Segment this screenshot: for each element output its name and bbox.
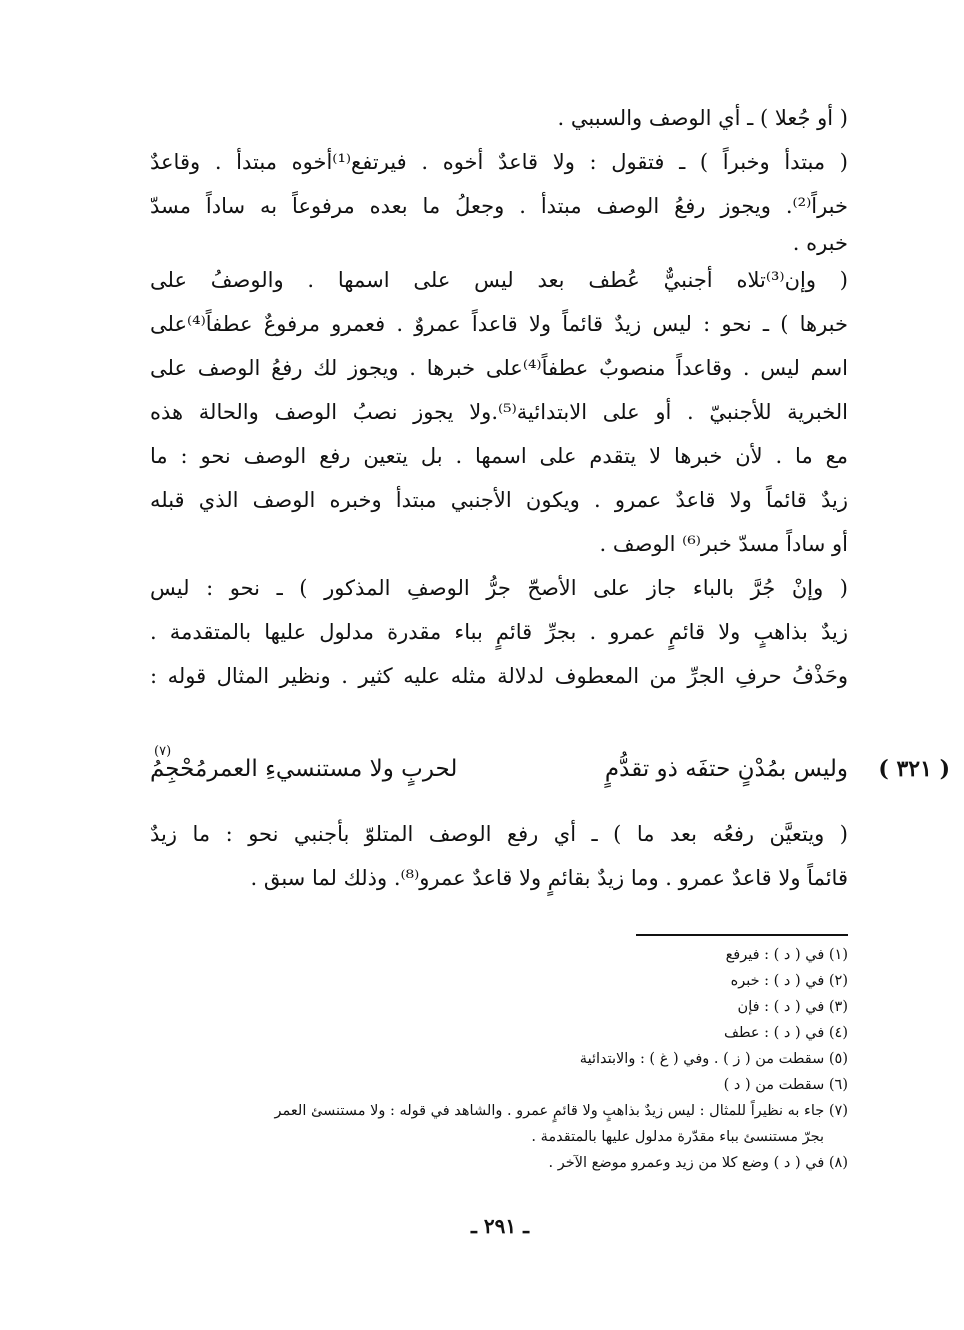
footnote: (٢) في ( د ) : خبره [730,973,848,989]
footnotes [150,942,848,1176]
text-line: ( أو جُعلا ) ـ أي الوصف والسببي . [557,106,848,130]
text-line: ( ويتعيَّن رفعُه بعد ما ) ـ أي رفع الوصف المتلوّ بأجنبي نحو : ما زيدٌ [150,822,848,846]
footnote: (٥) سقطت من ( ز ) . وفي ( غ ) : والابتدائية [579,1051,848,1067]
footnote-marker: (٧) [154,744,172,759]
text-line: خبراً⁽²⁾. ويجوز رفعُ الوصف مبتدأ . وجعلُ ما بعده مرفوعاً به ساداً مسدّ [150,194,848,218]
footnote-continuation: بجرّ مستنسئ بباء مقدّرة مدلول عليها بالمتقدمة . [531,1129,824,1145]
footnote: (٦) سقطت من ( د ) [723,1077,848,1093]
footnote: (١) في ( د ) : فيرفع [725,947,848,963]
verse-second-hemistich: لحربٍ ولا مستنسيءِ العمرمُحْجِمُ [150,756,458,782]
main-text-continued [150,812,848,900]
text-line: خبره . [792,231,848,255]
verse-number: ( ٣٢١ ) [878,756,950,782]
text-line: مع ما . لأن خبرها لا يتقدم على اسمها . بل يتعين رفع الوصف نحو : ما [150,444,848,468]
page-number: ـ ٢٩١ ـ [471,1214,529,1238]
text-line: ( وإنْ جُرَّ بالباء جاز على الأصحّ جرُّ الوصفِ المذكور ) ـ نحو : ليس [150,576,848,600]
text-line: ( مبتدأ وخبراً ) ـ فتقول : ولا قاعدٌ أخوه . فيرتفع⁽¹⁾أخوه مبتدأ . وقاعدٌ [150,150,848,174]
text-line: أو ساداً مسدّ خبر⁽⁶⁾ الوصف . [599,532,848,556]
footnote-separator [636,934,848,936]
poetry-verse [150,744,950,804]
text-line: قائماً ولا قاعدٌ عمرو . وما زيدٌ بقائمٍ ولا قاعدٌ عمرو⁽⁸⁾. وذلك لما سبق . [250,866,848,890]
footnote: (٨) في ( د ) وضع كلا من زيد وعمرو موضع الآخر . [548,1155,848,1171]
text-line: اسم ليس . وقاعداً منصوبٌ عطفاً⁽⁴⁾على خبرها . ويجوز لك رفعُ الوصف على [150,356,848,380]
footnote: (٤) في ( د ) : عطف [723,1025,848,1041]
text-line: الخبرية للأجنبيّ . أو على الابتدائية⁽⁵⁾.ولا يجوز نصبُ الوصف والحالة هذه [150,400,848,424]
footnote: (٧) جاء به نظيراً للمثال : ليس زيدٌ بذاهبٍ ولا قائمٍ عمرو . والشاهد في قوله : ولا مستنسئ العمر [274,1103,848,1119]
text-line: ( وإن⁽³⁾تلاه أجنبيٌّ عُطف بعد ليس على اسمها . والوصفُ على [150,268,848,292]
text-line: زيدٌ بذاهبٍ ولا قائمٍ عمرو . بجرِّ قائمٍ بباء مقدرة مدلول عليها بالمتقدمة . [150,620,848,644]
text-line: وحَذْفُ حرفِ الجرِّ من المعطوف لدلالة مثله عليه كثير . ونظير المثال قوله : [150,664,848,688]
text-line: زيدٌ قائماً ولا قاعدٌ عمرو . ويكون الأجنبي مبتدأ وخبره الوصف الذي قبله [150,488,848,512]
verse-first-hemistich: وليس بمُدْنٍ حتفَه ذو تقدُّمٍ [604,756,848,782]
text-line: خبرها ) ـ نحو : ليس زيدٌ قائماً ولا قاعداً عمروٌ . فعمرو مرفوعٌ عطفاً⁽⁴⁾على [150,312,848,336]
main-text [150,96,848,698]
footnote: (٣) في ( د ) : فإن [737,999,848,1015]
